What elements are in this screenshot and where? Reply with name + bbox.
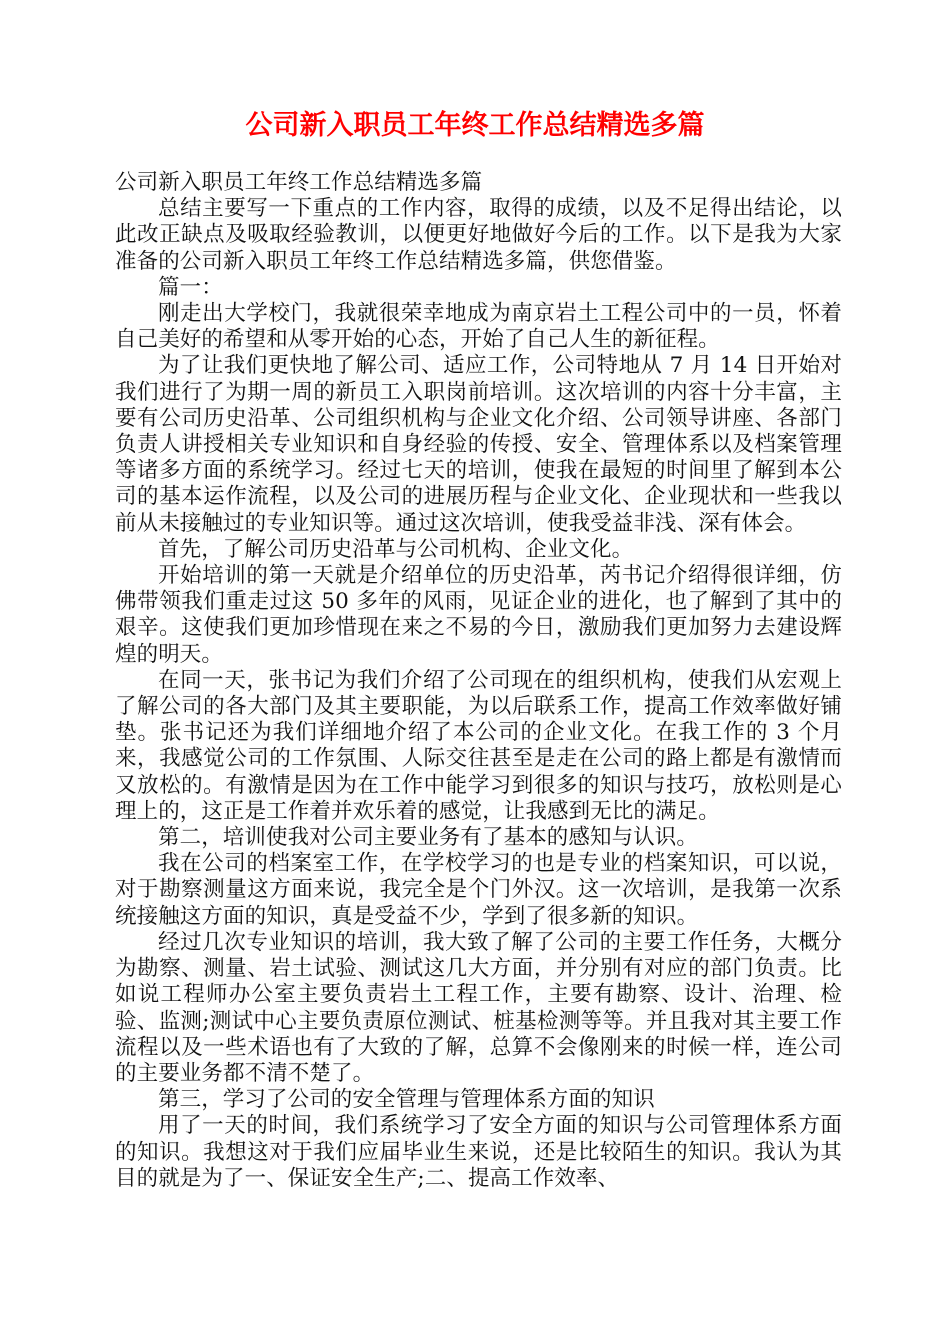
document-body <box>115 170 842 1192</box>
paragraph: 我在公司的档案室工作，在学校学习的也是专业的档案知识，可以说，对于勘察测量这方面来说，我完全是个门外汉。这一次培训，是我第一次系统接触这方面的知识，真是受益不少，学到了很多新的知识。 <box>115 851 842 929</box>
paragraph: 首先，了解公司历史沿革与公司机构、企业文化。 <box>158 536 634 562</box>
document-title: 公司新入职员工年终工作总结精选多篇 <box>245 110 705 141</box>
paragraph: 篇一： <box>158 274 223 300</box>
paragraph: 第二，培训使我对公司主要业务有了基本的感知与认识。 <box>158 825 699 851</box>
paragraph: 刚走出大学校门，我就很荣幸地成为南京岩土工程公司中的一员，怀着自己美好的希望和从零开始的心态，开始了自己人生的新征程。 <box>115 301 842 353</box>
paragraph: 在同一天，张书记为我们介绍了公司现在的组织机构，使我们从宏观上了解公司的各大部门及其主要职能，为以后联系工作，提高工作效率做好铺垫。张书记还为我们详细地介绍了本公司的企业文化。在我工作的 3 个月来，我感觉公司的工作氛围、人际交往甚至是走在公司的路上都是有激情而又放松的。有激情是因为在工作中能学习到很多的知识与技巧，放松则是心理上的，这正是工作着并欢乐着的感觉，让我感到无比的满足。 <box>115 667 842 824</box>
paragraph: 用了一天的时间，我们系统学习了安全方面的知识与公司管理体系方面的知识。我想这对于我们应届毕业生来说，还是比较陌生的知识。我认为其目的就是为了一、保证安全生产;二、提高工作效率、 <box>115 1113 842 1191</box>
paragraph: 第三，学习了公司的安全管理与管理体系方面的知识 <box>158 1087 655 1113</box>
paragraph: 为了让我们更快地了解公司、适应工作，公司特地从 7 月 14 日开始对我们进行了为期一周的新员工入职岗前培训。这次培训的内容十分丰富，主要有公司历史沿革、公司组织机构与企业文化介绍、公司领导讲座、各部门负责人讲授相关专业知识和自身经验的传授、安全、管理体系以及档案管理等诸多方面的系统学习。经过七天的培训，使我在最短的时间里了解到本公司的基本运作流程，以及公司的进展历程与企业文化、企业现状和一些我以前从未接触过的专业知识等。通过这次培训，使我受益非浅、深有体会。 <box>115 353 842 536</box>
paragraph: 经过几次专业知识的培训，我大致了解了公司的主要工作任务，大概分为勘察、测量、岩土试验、测试这几大方面，并分别有对应的部门负责。比如说工程师办公室主要负责岩土工程工作，主要有勘察、设计、治理、检验、监测;测试中心主要负责原位测试、桩基检测等等。并且我对其主要工作流程以及一些术语也有了大致的了解，总算不会像刚来的时候一样，连公司的主要业务都不清不楚了。 <box>115 929 842 1086</box>
paragraph: 总结主要写一下重点的工作内容，取得的成绩，以及不足得出结论，以此改正缺点及吸取经验教训，以便更好地做好今后的工作。以下是我为大家准备的公司新入职员工年终工作总结精选多篇，供您借鉴。 <box>115 196 842 274</box>
paragraph: 公司新入职员工年终工作总结精选多篇 <box>115 170 483 195</box>
paragraph: 开始培训的第一天就是介绍单位的历史沿革，芮书记介绍得很详细，仿佛带领我们重走过这 50 多年的风雨，见证企业的进化，也了解到了其中的艰辛。这使我们更加珍惜现在来之不易的今日，激励我们更加努力去建设辉煌的明天。 <box>115 563 842 667</box>
